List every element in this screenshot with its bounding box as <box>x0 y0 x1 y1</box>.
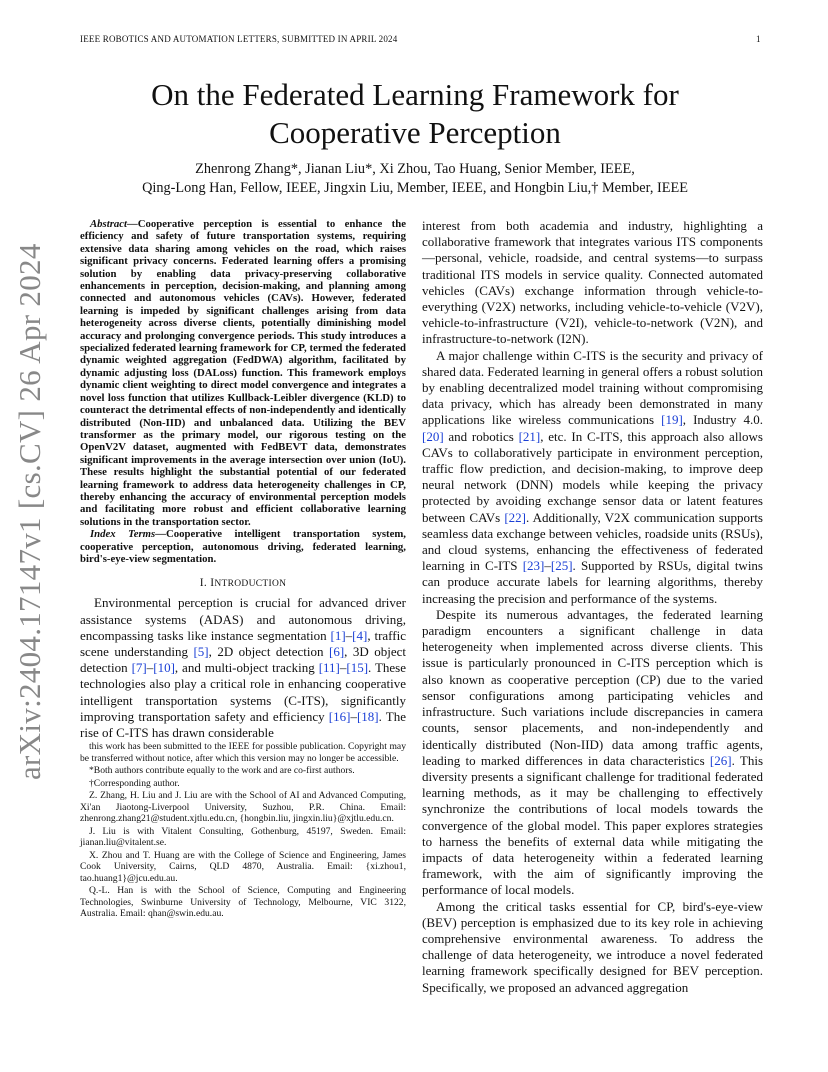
intro-paragraph-4: Among the critical tasks essential for CP, bird's-eye-view (BEV) perception is emphasized due to its key role in achieving comprehensive environmental awareness. To address the challenge of data heterogeneity, we introduce a novel federated learning framework specifically designed for BEV perception. Specifically, we proposed an advanced aggregation <box>422 898 763 995</box>
citation-link[interactable]: [19] <box>661 412 683 428</box>
footnote-equal-contribution: *Both authors contribute equally to the work and are co-first authors. <box>89 765 355 777</box>
footnote-submission: this work has been submitted to the IEEE for possible publication. Copyright may be transferred without notice, after which this version may no longer be accessible. <box>80 741 406 764</box>
author-line-2: Qing-Long Han, Fellow, IEEE, Jingxin Liu, Member, IEEE, and Hongbin Liu,† Member, IEEE <box>142 180 688 196</box>
abstract-text: Cooperative perception is essential to enhance the efficiency and safety of future transportation systems, requiring extensive data sharing among vehicles on the road, which raises significant privacy concerns. Federated learning offers a promising solution by enabling data privacy-preserving collaborative enhancements in perception, decision-making, and planning among connected and autonomous vehicles (CAVs). However, federated learning is impeded by significant challenges arising from data heterogeneity across diverse clients, potentially diminishing model accuracy and prolonging convergence periods. This study introduces a specialized federated learning framework for CP, termed the federated dynamic weighted aggregation (FedDWA) algorithm, facilitated by dynamic adjusting loss (DALoss) function. This framework employs dynamic client weighting to direct model convergence and integrates a novel loss function that utilizes Kullback-Leibler divergence (KLD) to counteract the detrimental effects of non-independently and identically distributed (Non-IID) and unbalanced data. Utilizing the BEV transformer as the primary model, our rigorous testing on the OpenV2V dataset, augmented with FedBEVT data, demonstrates significant improvements in the average intersection over union (IoU). These results highlight the substantial potential of our federated learning framework to address data heterogeneity challenges in CP, thereby enhancing the accuracy of environmental perception models and facilitating more robust and efficient collaborative learning solutions in the transportation sector. <box>80 218 406 528</box>
left-column <box>80 218 406 921</box>
index-terms-label: Index Terms— <box>90 528 166 541</box>
citation-link[interactable]: [22] <box>504 509 526 525</box>
intro-paragraph-2: A major challenge within C-ITS is the security and privacy of shared data. Federated learning in general offers a robust solution by enabling decentralized model training without compromising data privacy, which has already been demonstrated in many applications like wireless communications [19], Industry 4.0. [20] and robotics [21], etc. In C-ITS, this approach also allows CAVs to collaboratively participate in environment perception, traffic flow prediction, and decision-making, to improve deep neural network (DNN) models while keeping the privacy protected by avoiding exchange sensor data or latent features between CAVs [22]. Additionally, V2X communication supports seamless data exchange between vehicles, roadside units (RSUs), and cloud systems, enhancing the effectiveness of federated learning in C-ITS [23]–[25]. Supported by RSUs, digital twins can produce accurate labels for learning algorithms, thereby increasing the precision and performance of the systems. <box>422 347 763 606</box>
footnote-corresponding: †Corresponding author. <box>89 777 180 789</box>
footnotes <box>80 741 406 920</box>
citation-link[interactable]: [1] <box>330 627 346 643</box>
section-title-initial: I <box>210 577 215 590</box>
abstract-label: Abstract— <box>90 218 138 230</box>
citation-link[interactable]: [7] <box>131 660 147 676</box>
citation-link[interactable]: [18] <box>356 708 379 724</box>
citation-link[interactable]: [16] <box>328 708 351 724</box>
intro-paragraph-continued: interest from both academia and industry, highlighting a collaborative framework that integrates various ITS components—personal, vehicle, roadside, and central systems—to surpass traditional ITS models in service quality. Connected automated vehicles (CAVs) exchange information through vehicle-to-everything (V2X) networks, including vehicle-to-vehicle (V2V), vehicle-to-infrastructure (V2I), vehicle-to-network (V2N), and infrastructure-to-network (I2N). <box>422 218 763 347</box>
citation-link[interactable]: [5] <box>193 643 209 659</box>
citation-link[interactable]: [11] <box>318 660 340 676</box>
citation-link[interactable]: [10] <box>153 660 175 676</box>
paper-title: On the Federated Learning Framework for Cooperative Perception <box>151 77 679 150</box>
arxiv-stamp: arXiv:2404.17147v1 [cs.CV] 26 Apr 2024 <box>12 243 47 780</box>
intro-right-body <box>422 218 763 996</box>
author-line-1: Zhenrong Zhang*, Jianan Liu*, Xi Zhou, Tao Huang, Senior Member, IEEE, <box>195 161 635 177</box>
citation-link[interactable]: [20] <box>422 428 444 444</box>
intro-paragraph-3: Despite its numerous advantages, the federated learning paradigm encounters a significant challenge in data heterogeneity when implemented across diverse clients. This issue is particularly pronounced in C-ITS perception which is also known as cooperative perception (CP) due to the varied sensor configurations among participating vehicles and infrastructure. Such variations include discrepancies in camera counts, sensor placements, and non-independently and identically distributed (Non-IID) data among traffic agents, leading to marked differences in data characteristics [26]. This diversity presents a significant challenge for traditional federated learning methods, as it may be challenging to effectively synchronize the contributions of local models towards the convergence of the global model. This paper explores strategies to harness the benefits of external data while mitigating the impacts of data heterogeneity within a federated learning framework, with the aim of significantly improving the performance of local models. <box>422 606 763 898</box>
section-number: I. <box>199 577 208 590</box>
footnote-affiliation-xjtlu: Z. Zhang, H. Liu and J. Liu are with the School of AI and Advanced Computing, Xi'an Jiaotong-Liverpool University, Suzhou, P.R. China. Email: zhenrong.zhang21@student.xjtlu.edu.cn, {hongbin.liu, jingxin.liu}@xjtlu.edu.cn. <box>80 790 406 825</box>
page-number: 1 <box>756 34 761 44</box>
citation-link[interactable]: [6] <box>329 643 345 659</box>
citation-link[interactable]: [4] <box>352 627 368 643</box>
citation-link[interactable]: [25] <box>550 558 573 574</box>
citation-link[interactable]: [15] <box>346 660 369 676</box>
footnote-affiliation-vitalent: J. Liu is with Vitalent Consulting, Gothenburg, 45197, Sweden. Email: jianan.liu@vitalent.se. <box>80 825 406 849</box>
abstract <box>80 218 406 565</box>
author-list <box>90 160 740 198</box>
intro-paragraph-1: Environmental perception is crucial for advanced driver assistance systems (ADAS) and autonomous driving, encompassing tasks like instance segmentation [1]–[4], traffic scene understanding [5], 2D object detection [6], 3D object detection [7]–[10], and multi-object tracking [11]–[15]. These technologies also play a critical role in enhancing cooperative intelligent transportation systems (C-ITS), significantly improving transportation safety and efficiency [16]–[18]. The rise of C-ITS has drawn considerable <box>80 595 407 740</box>
running-head: IEEE ROBOTICS AND AUTOMATION LETTERS, SUBMITTED IN APRIL 2024 <box>80 34 398 44</box>
footnote-affiliation-swinburne: Q.-L. Han is with the School of Science, Computing and Engineering Technologies, Swinburne University of Technology, Melbourne, VIC 3122, Australia. Email: qhan@swin.edu.au. <box>80 885 406 920</box>
right-column <box>422 218 763 996</box>
intro-left-body <box>80 595 406 741</box>
citation-link[interactable]: [26] <box>709 752 732 768</box>
footnote-affiliation-jcu: X. Zhou and T. Huang are with the College of Science and Engineering, James Cook University, Cairns, QLD 4870, Australia. Email: {xi.zhou1, tao.huang1}@jcu.edu.au. <box>80 849 406 884</box>
section-heading-introduction <box>80 577 406 589</box>
citation-link[interactable]: [21] <box>518 428 541 444</box>
index-terms-text: Cooperative intelligent transportation system, cooperative perception, autonomous driving, federated learning, bird's-eye-view segmentation. <box>80 528 406 565</box>
citation-link[interactable]: [23] <box>522 558 545 574</box>
section-title-rest: NTRODUCTION <box>214 579 287 590</box>
